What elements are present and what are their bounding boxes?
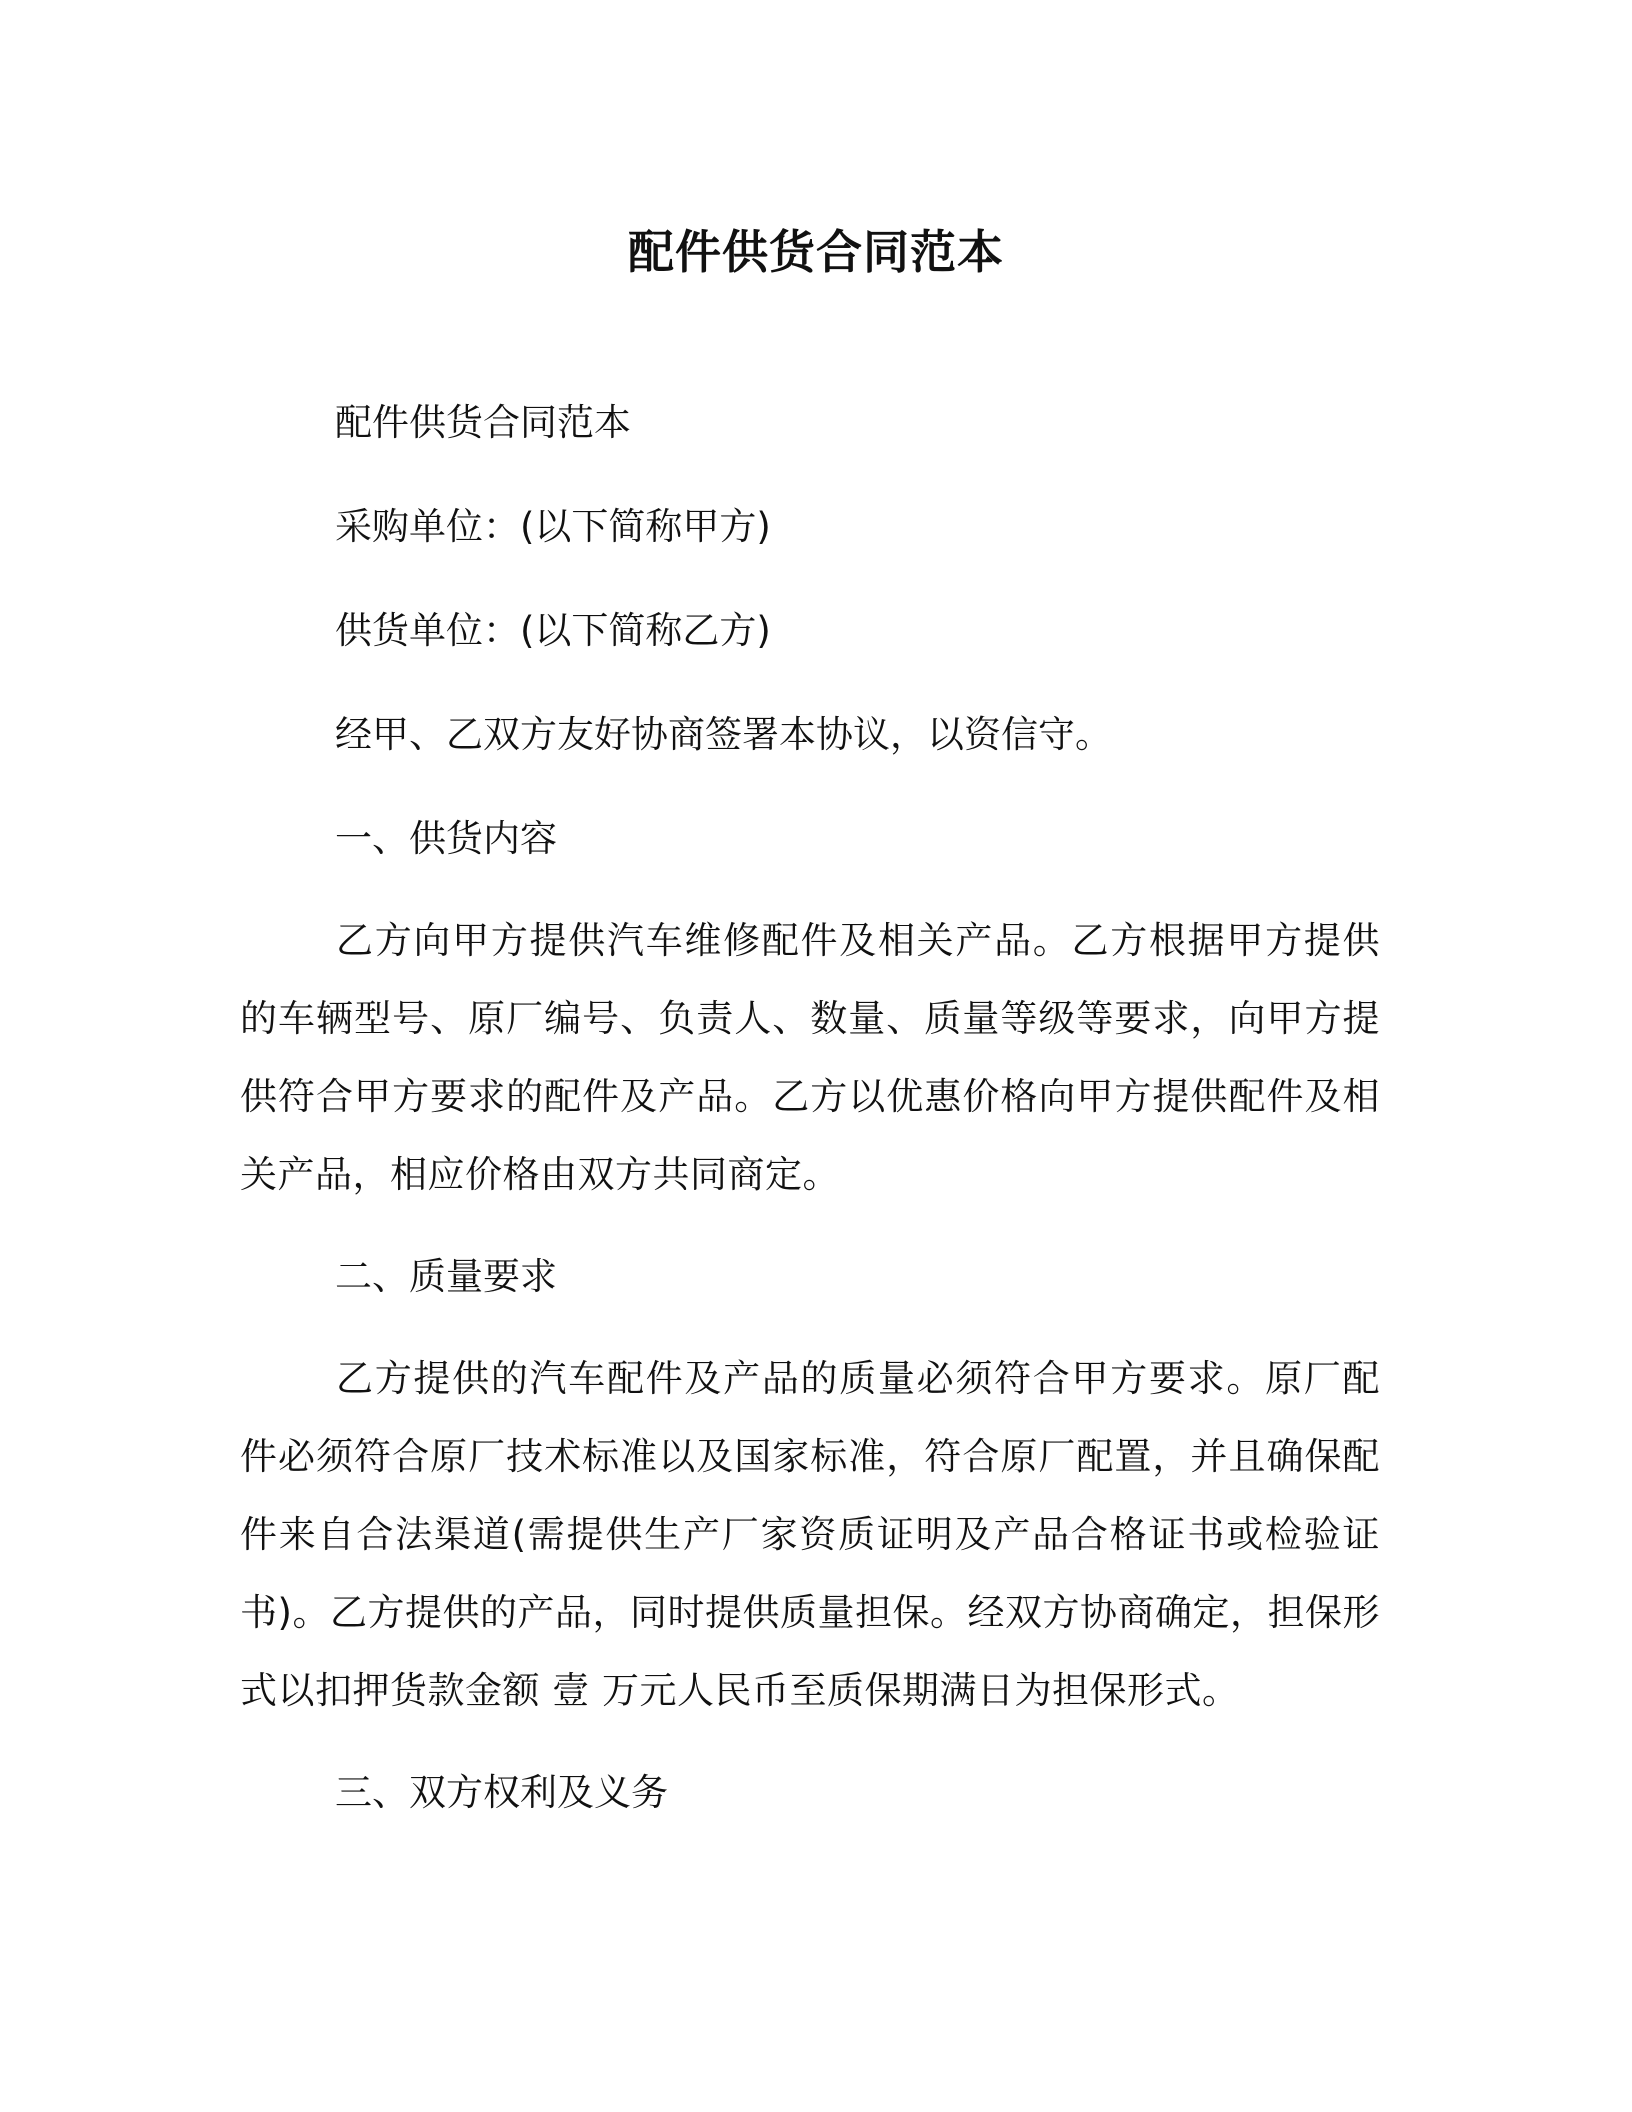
document-title: 配件供货合同范本 <box>628 225 1004 279</box>
supplier-line: 供货单位：(以下简称乙方) <box>335 609 771 652</box>
section-body-supply-content: 乙方向甲方提供汽车维修配件及相关产品。乙方根据甲方提供的车辆型号、原厂编号、负责人、数量、质量等级等要求，向甲方提供符合甲方要求的配件及产品。乙方以优惠价格向甲方提供配件及相关产品，相应价格由双方共同商定。 <box>240 919 1380 1196</box>
section-heading-supply-content: 一、供货内容 <box>335 817 557 860</box>
intro-line: 经甲、乙双方友好协商签署本协议，以资信守。 <box>335 713 1112 756</box>
section-body-quality: 乙方提供的汽车配件及产品的质量必须符合甲方要求。原厂配件必须符合原厂技术标准以及国家标准，符合原厂配置，并且确保配件来自合法渠道(需提供生产厂家资质证明及产品合格证书或检验证书)。乙方提供的产品，同时提供质量担保。经双方协商确定，担保形式以扣押货款金额 壹 万元人民币至质保期满日为担保形式。 <box>240 1357 1380 1712</box>
section-heading-rights-obligations: 三、双方权利及义务 <box>335 1771 668 1814</box>
buyer-line: 采购单位：(以下简称甲方) <box>335 505 771 548</box>
section-heading-quality: 二、质量要求 <box>335 1255 557 1298</box>
document-subtitle: 配件供货合同范本 <box>335 401 631 444</box>
